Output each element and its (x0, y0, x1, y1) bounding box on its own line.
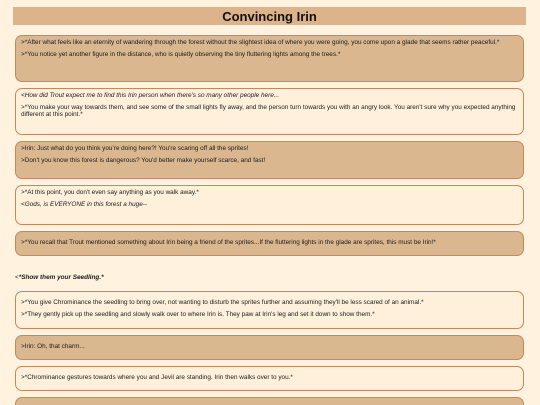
story-block-9 (15, 397, 524, 405)
story-block-1 (15, 35, 524, 82)
story-line: <Gods, is EVERYONE in this forest a huge-- (21, 200, 148, 208)
story-line: >*You make your way towards them, and see some of the small lights fly away, and the person turn towards you with an angry look. You aren't sure why you expected anything different at this point.* (21, 103, 516, 119)
page-title: Convincing Irin (222, 8, 317, 24)
page-title-bar (13, 7, 526, 25)
choice-prefix: < (15, 274, 19, 281)
story-line: >*You give Chrominance the seedling to bring over, not wanting to disturb the sprites further and assuming they'll be less scared of an animal.* (21, 299, 424, 306)
story-line: >*You notice yet another figure in the distance, who is quietly observing the tiny fluttering lights among the trees.* (21, 50, 341, 58)
story-line: >*Chrominance gestures towards where you and Jevil are standing. Irin then walks over to you.* (21, 374, 293, 381)
story-line: >*At this point, you don't even say anything as you walk away.* (21, 189, 199, 196)
story-line: >Irin: Just what do you think you're doing here?! You're scaring off all the sprites! (21, 145, 249, 152)
story-line: >Don't you know this forest is dangerous? You'd better make yourself scarce, and fast! (21, 156, 266, 164)
story-line: >Irin: Oh, that charm... (21, 343, 85, 350)
story-line: >*They gently pick up the seedling and slowly walk over to where Irin is. They paw at Irin's leg and set it down to show them.* (21, 310, 375, 318)
story-block-8 (15, 366, 524, 391)
story-block-2 (15, 88, 524, 135)
story-line: >*You recall that Trout mentioned something about Irin being a friend of the sprites...If the fluttering lights in the glade are sprites, this must be Irin!* (21, 239, 436, 246)
story-block-7 (15, 335, 524, 360)
story-block-3 (15, 141, 524, 179)
choice-text: *Show them your Seedling.* (18, 274, 104, 281)
story-block-6 (15, 291, 524, 329)
story-block-5 (15, 231, 524, 256)
story-line: <How did Trout expect me to find this Irin person when there's so many other people here... (21, 92, 280, 99)
story-line: >*After what feels like an eternity of wandering through the forest without the slightest idea of where you were going, you come upon a glade that seems rather peaceful.* (21, 39, 500, 46)
choice-line (15, 274, 104, 282)
story-block-4 (15, 185, 524, 225)
